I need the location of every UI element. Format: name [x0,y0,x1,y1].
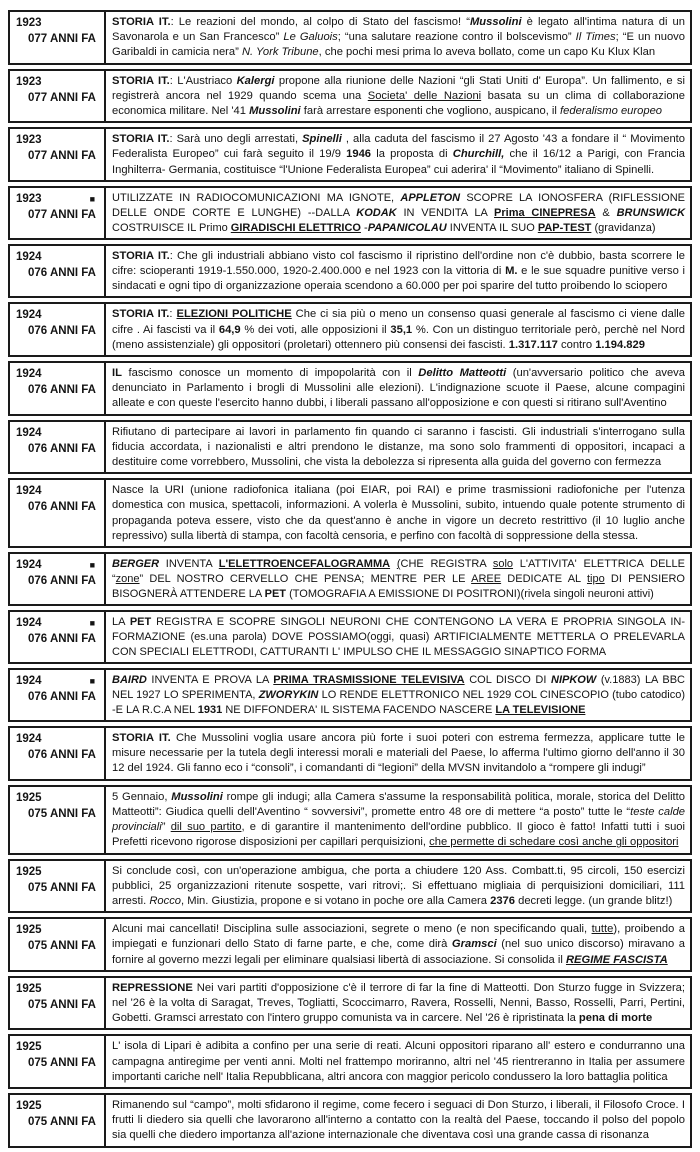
year-label: 1924 [16,617,42,630]
event-text: STORIA IT.: L'Austriaco Kalergi propone alla riunione delle Nazioni “gli Stati Uniti d' Europa”. Un fallimento, e si registrerà ancora nel 1929 quando scema una Societa' delle Nazioni basata su un clima di collaborazione economica militare. Nel '41 Mussolini farà arrestare esponenti che vogliono, auspicano, il federalismo europeo [104,69,692,124]
timeline-row [8,552,692,606]
years-ago-label: 075 ANNI FA [28,940,96,953]
years-ago-label: 076 ANNI FA [28,749,96,762]
years-ago-label: 075 ANNI FA [28,807,96,820]
date-cell [8,976,104,1031]
date-cell [8,785,104,855]
year-label: 1924 [16,368,42,381]
year-label: 1923 [16,75,42,88]
year-label: 1925 [16,982,42,995]
year-label: 1924 [16,559,42,572]
timeline-row [8,917,692,972]
date-cell [8,244,104,299]
years-ago-label: 077 ANNI FA [28,208,96,221]
date-cell [8,478,104,548]
event-text: 5 Gennaio, Mussolini rompe gli indugi; alla Camera s'assume la responsabilità politica, morale, storica del Delitto Matteotti”: Giudica quelli dell'Aventino “ sovversivi”, promette entro 48 ore di mettere “a posto” tutte le “teste calde provinciali” dil suo partito, e di garantire il mantenimento dell'ordine pubblico. Il gioco è fatto! Infatti tutti i suoi Prefetti ricevono rigorose disposizioni per capillari perquisizioni, che permette di schedare così anche gli oppositori [104,785,692,855]
date-cell [8,361,104,416]
timeline-row [8,10,692,65]
date-cell [8,1093,104,1148]
years-ago-label: 077 ANNI FA [28,150,96,163]
timeline-row [8,726,692,781]
year-label: 1923 [16,17,42,29]
event-text: STORIA IT.: Che gli industriali abbiano visto col fascismo il ripristino dell'ordine non c'è dubbio, basta scorrere le cifre: scioperanti 1919-1.550.000, 1920-2.400.000 e nel 1923 con la vittoria di M. e le sue squadre punitive verso i sindacati e ogni tipo di organizzazione operaia scendono a 60.000 per poi sparire del tutto proibendo lo sciopero [104,244,692,299]
timeline-row [8,127,692,182]
date-cell [8,127,104,182]
square-bullet-icon: ■ [89,676,95,687]
event-text: Si conclude così, con un'operazione ambigua, che porta a chiudere 120 Ass. Combatt.ti, 95 circoli, 150 esercizi pubblici, 25 organizzazioni ritenute sospette, vari ritrovi;. Si effettuano migliaia di perquisizioni domiciliari, 111 arresti. Rocco, Min. Giustizia, propone e si votano in poche ore alla Camera 2376 decreti legge. (un grande blitz!) [104,859,692,914]
timeline-row [8,478,692,548]
event-text: BERGER INVENTA L'ELETTROENCEFALOGRAMMA (CHE REGISTRA solo L'ATTIVITA' ELETTRICA DELLE “zone” DEL NOSTRO CERVELLO CHE PENSA; MENTRE PER LE AREE DEDICATE AL tipo DI PENSIERO BISOGNERÀ ATTENDERE LA PET (TOMOGRAFIA A EMISSIONE DI POSITRONI)(rivela singoli neuroni attivi) [104,552,692,606]
years-ago-label: 076 ANNI FA [28,384,96,397]
date-cell [8,726,104,781]
event-text: REPRESSIONE Nei vari partiti d'opposizione c'è il terrore di far la fine di Matteotti. Don Sturzo fugge in Svizzera; nel '26 è la volta di Saragat, Treves, Togliatti, Scoccimarro, Ravera, Rosselli, Nenni, Basso, Rosselli, Parri, Pertini, Gobetti. Gramsci arrestato con l'intero gruppo comunista va in carcere. Nel '26 è ripristinata la pena di morte [104,976,692,1031]
date-cell [8,917,104,972]
year-label: 1923 [16,192,42,205]
event-text: Rifiutano di partecipare ai lavori in parlamento fin quando ci saranno i fascisti. Gli industriali s'interrogano sulla fiducia accordata, i nazionalisti e altri prendono le distanze, ma sono solo frammenti di oppositori, incapaci a destituire come vorrebbero, Mussolini, che vista la debolezza si ripresenta alla guida del governo con fermezza [104,420,692,475]
event-text: Rimanendo sul “campo”, molti sfidarono il regime, come fecero i seguaci di Don Sturzo, i liberali, il Filosofo Croce. I frutti li diedero sia quelli che lavorarono all'interno a contatto con la realtà del Paese, toccando il polso del popolo sia quelli che diedero importanza all'azione internazionale che diventava così una grande cassa di risonanza [104,1093,692,1148]
year-label: 1925 [16,865,42,878]
timeline-row [8,1093,692,1148]
square-bullet-icon: ■ [89,618,95,629]
date-cell [8,668,104,722]
years-ago-label: 076 ANNI FA [28,691,96,704]
date-cell [8,69,104,124]
event-text: LA PET REGISTRA E SCOPRE SINGOLI NEURONI CHE CONTENGONO LA VERA E PROPRIA SINGOLA IN-FORMAZIONE (es.una parola) DOVE POSSIAMO(oggi, quasi) ARTIFICIALMENTE METTERLA O PRELEVARLA CON SPECIALI ELETTRODI, CATTURANTI L' IMPULSO CHE IL MESSAGGIO SINAPTICO FORMA [104,610,692,664]
timeline-row [8,668,692,722]
date-cell [8,552,104,606]
years-ago-label: 075 ANNI FA [28,881,96,894]
date-cell [8,420,104,475]
years-ago-label: 076 ANNI FA [28,575,96,588]
date-cell [8,302,104,357]
year-label: 1925 [16,791,42,804]
timeline-row [8,976,692,1031]
timeline-row [8,186,692,240]
years-ago-label: 075 ANNI FA [28,998,96,1011]
years-ago-label: 075 ANNI FA [28,1057,96,1070]
years-ago-label: 077 ANNI FA [28,33,96,45]
year-label: 1924 [16,485,42,498]
years-ago-label: 075 ANNI FA [28,1115,96,1128]
year-label: 1924 [16,426,42,439]
date-cell [8,859,104,914]
year-label: 1924 [16,675,42,688]
event-text: L' isola di Lipari è adibita a confino per una serie di reati. Alcuni oppositori riparano all' estero e condurranno una campagna antiregime per venti anni. Molti nel frattempo moriranno, altri nel '45 rientreranno in Italia per assumere importanti cariche nell' Italia Repubblicana, altri ancora con maggior pericolo condussero la loro battaglia politica [104,1034,692,1089]
years-ago-label: 077 ANNI FA [28,91,96,104]
event-text: STORIA IT.: ELEZIONI POLITICHE Che ci sia più o meno un consenso quasi generale al fascismo ci viene dalle cifre . Ai fascisti va il 64,9 % dei voti, alle opposizioni il 35,1 %. Con un distinguo territoriale però, perchè nel Nord (meno assistenziale) gli oppositori (proletari) ottennero più consensi dei fascisti. 1.317.117 contro 1.194.829 [104,302,692,357]
timeline-row [8,859,692,914]
timeline-row [8,785,692,855]
timeline-row [8,69,692,124]
years-ago-label: 076 ANNI FA [28,325,96,338]
event-text: BAIRD INVENTA E PROVA LA PRIMA TRASMISSIONE TELEVISIVA COL DISCO DI NIPKOW (v.1883) LA BBC NEL 1927 LO SPERIMENTA, ZWORYKIN LO RENDE ELETTRONICO NEL 1929 COL CINESCOPIO (tubo catodico) -E LA R.C.A NEL 1931 NE DIFFONDERA' IL SISTEMA FACENDO NASCERE LA TELEVISIONE [104,668,692,722]
timeline-row [8,1034,692,1089]
date-cell [8,10,104,65]
date-cell [8,1034,104,1089]
timeline-row [8,420,692,475]
timeline-row [8,361,692,416]
event-text: Alcuni mai cancellati! Disciplina sulle associazioni, segrete o meno (e non specificando quali, tutte), proibendo a impiegati e funzionari dello Stato di farne parte, e che, come dirà Gramsci (nel suo unico discorso) miravano a fornire al governo mezzi legali per eliminare qualsiasi libertà di associazione. Si consolida il REGIME FASCISTA [104,917,692,972]
year-label: 1925 [16,924,42,937]
event-text: Nasce la URI (unione radiofonica italiana (poi EIAR, poi RAI) e prime trasmissioni radiofoniche per l'utenza domestica con musica, spettacoli, informazioni. A volerla è Mussolini, subito, intuendo quale potente strumento di propaganda poteva essere, visto che da quest'anno è anche in vigore un decreto restrittivo (il 10 luglio anche repressivo) sulla libertà di stampa, con facoltà censoria, e perfino con facoltà di soppressione della stessa. [104,478,692,548]
event-text: STORIA IT. Che Mussolini voglia usare ancora più forte i suoi poteri con estrema fermezza, applicare tutte le misure necessarie per la tutela degli interessi morali e materiali del Paese, lo afferma l'ultimo giorno dell'anno il 30 12 del 1924. Gli fanno eco i “consoli”, i comandanti di “legioni” della MVSN invitandolo a “rompere gli indugi” [104,726,692,781]
timeline-row [8,244,692,299]
years-ago-label: 076 ANNI FA [28,442,96,455]
year-label: 1924 [16,250,42,263]
years-ago-label: 076 ANNI FA [28,266,96,279]
square-bullet-icon: ■ [89,560,95,571]
timeline-row [8,302,692,357]
square-bullet-icon: ■ [89,193,95,204]
date-cell [8,610,104,664]
event-text: UTILIZZATE IN RADIOCOMUNICAZIONI MA IGNOTE, APPLETON SCOPRE LA IONOSFERA (RIFLESSIONE DELLE ONDE CORTE E LUNGHE) --DALLA KODAK IN VENDITA LA Prima CINEPRESA & BRUNSWICK COSTRUISCE IL Primo GIRADISCHI ELETTRICO -PAPANICOLAU INVENTA IL SUO PAP-TEST (gravidanza) [104,186,692,240]
year-label: 1924 [16,733,42,746]
date-cell [8,186,104,240]
year-label: 1923 [16,134,42,147]
years-ago-label: 076 ANNI FA [28,633,96,646]
year-label: 1925 [16,1041,42,1054]
years-ago-label: 076 ANNI FA [28,501,96,514]
event-text: STORIA IT.: Sarà uno degli arrestati, Spinelli , alla caduta del fascismo il 27 Agosto '43 a fondare il “ Movimento Federalista Europeo” cui farà seguito il 19/9 1946 la proposta di Churchill, che il 16/12 a Parigi, con Francia Inghilterra- Germania, costituisce “l'Unione Federalista Europea” cui aderira' il “Movimento” italiano di Spinelli. [104,127,692,182]
year-label: 1924 [16,309,42,322]
timeline-rows [8,10,692,1148]
event-text: STORIA IT.: Le reazioni del mondo, al colpo di Stato del fascismo! “Mussolini è legato all'intima natura di un Savonarola e un San Francesco” Le Galuois; “una salutare reazione contro il bolscevismo” Il Times; “E un nuovo Garibaldi in camicia nera” N. York Tribune, che pochi mesi prima lo aveva bollato, come un capo Ku Klux Klan [104,10,692,65]
year-label: 1925 [16,1099,42,1112]
event-text: IL fascismo conosce un momento di impopolarità con il Delitto Matteotti (un'avversario politico che aveva denunciato in Parlamento i brogli di Mussolini alle elezioni). L'indignazione scuote il Paese, alcune compagini alleate e con queste l'esercito hanno dubbi, i liberali passano all'opposizione e con questi si ritirano sull'Aventino [104,361,692,416]
timeline-table [8,6,692,1152]
timeline-row [8,610,692,664]
